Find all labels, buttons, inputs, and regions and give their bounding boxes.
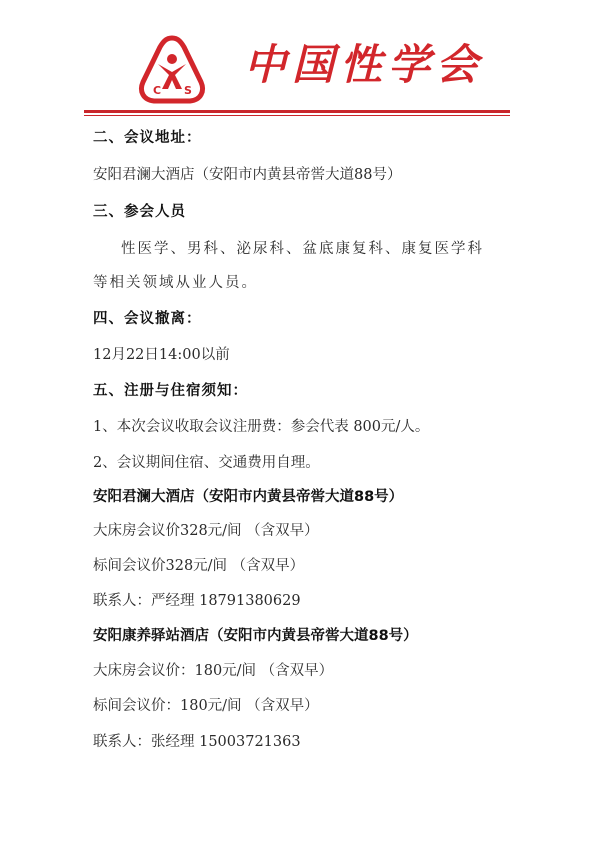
section-heading-participants: 三、参会人员 [93, 204, 186, 220]
section-heading-address: 二、会议地址： [93, 130, 202, 146]
hotel-2-contact: 联系人：张经理 15003721363 [93, 734, 301, 750]
hotel-2-twin-room: 标间会议价：180元/间 （含双早） [93, 698, 319, 714]
header-rule-thin [84, 115, 510, 116]
hotel-1-contact: 联系人：严经理 18791380629 [93, 593, 301, 609]
lodging-note: 2、会议期间住宿、交通费用自理。 [93, 455, 320, 471]
participants-text-line1: 性医学、男科、泌尿科、盆底康复科、康复医学科 [121, 241, 484, 257]
header-rule-thick [84, 110, 510, 113]
section-heading-registration: 五、注册与住宿须知： [93, 383, 248, 399]
hotel-1-name: 安阳君澜大酒店（安阳市内黄县帝喾大道88号） [93, 489, 404, 505]
section-heading-checkout: 四、会议撤离： [93, 311, 202, 327]
hotel-2-king-room: 大床房会议价：180元/间 （含双早） [93, 663, 334, 679]
address-text: 安阳君澜大酒店（安阳市内黄县帝喾大道88号） [93, 167, 402, 183]
letterhead [0, 0, 600, 118]
participants-text-line2: 等相关领域从业人员。 [93, 275, 258, 291]
hotel-1-twin-room: 标间会议价328元/间 （含双早） [93, 558, 305, 574]
checkout-time: 12月22日14:00以前 [93, 347, 230, 363]
organization-name: 中国性学会 [244, 40, 485, 89]
society-logo [136, 34, 208, 106]
hotel-1-king-room: 大床房会议价328元/间 （含双早） [93, 523, 319, 539]
hotel-2-name: 安阳康养驿站酒店（安阳市内黄县帝喾大道88号） [93, 628, 418, 644]
logo-letter-s: S [184, 84, 192, 97]
logo-letter-c: C [153, 84, 162, 97]
registration-fee-note: 1、本次会议收取会议注册费：参会代表 800元/人。 [93, 419, 430, 435]
